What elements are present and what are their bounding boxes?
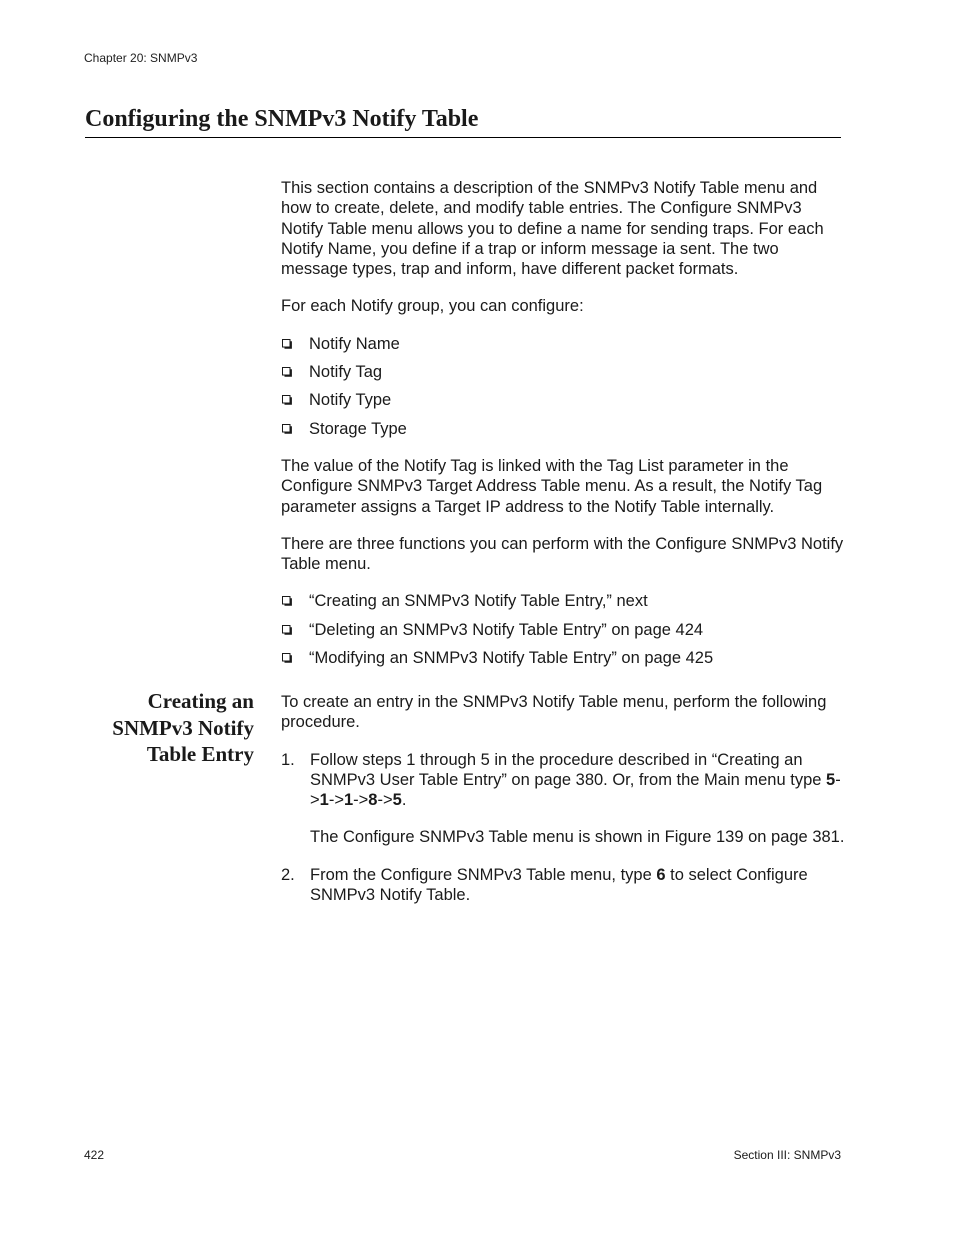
checkbox-square-icon [281, 394, 293, 406]
step-number: 2. [281, 865, 295, 884]
menu-separator: -> [328, 791, 344, 810]
checkbox-square-icon [281, 595, 293, 607]
cross-reference-link[interactable]: “Creating an SNMPv3 Notify Table Entry,” next [309, 592, 648, 611]
menu-separator: -> [353, 791, 369, 810]
procedure-content [281, 692, 846, 922]
step-text: From the Configure SNMPv3 Table menu, type [310, 865, 657, 884]
intro-paragraph-2: For each Notify group, you can configure: [281, 297, 584, 316]
list-item-label: Notify Type [309, 391, 392, 410]
intro-paragraph-4: There are three functions you can perform with the Configure SNMPv3 Notify Table menu. [281, 534, 844, 574]
step-text: to select Configure SNMPv3 Notify Table. [310, 865, 808, 905]
cross-reference-link[interactable]: “Modifying an SNMPv3 Notify Table Entry” on page 425 [309, 649, 714, 668]
list-item-label: Notify Tag [309, 363, 383, 382]
cross-reference-link[interactable]: “Deleting an SNMPv3 Notify Table Entry” on page 424 [309, 620, 704, 639]
checkbox-square-icon [281, 423, 293, 435]
list-item [281, 390, 846, 410]
list-item [281, 362, 846, 382]
procedure-step [281, 865, 846, 906]
list-item-label: Storage Type [309, 419, 407, 438]
section-heading-line: Creating an [147, 689, 254, 713]
page-number: 422 [84, 1148, 105, 1162]
step-note: The Configure SNMPv3 Table menu is shown in Figure 139 on page 381. [310, 828, 845, 847]
section-heading [90, 688, 254, 768]
list-item [281, 591, 846, 611]
list-item [281, 334, 846, 354]
menu-key: 8 [368, 791, 378, 810]
configurable-list [281, 334, 846, 439]
checkbox-square-icon [281, 624, 293, 636]
checkbox-square-icon [281, 366, 293, 378]
menu-key: 6 [656, 865, 666, 884]
section-heading-line: Table Entry [146, 742, 254, 766]
menu-key: 1 [343, 791, 354, 810]
intro-paragraph-1: This section contains a description of the SNMPv3 Notify Table menu and how to create, delete, and modify table entries. The Configure SNMPv3 Notify Table menu allows you to define a name for sending traps. For each Notify Name, you define if a trap or inform message ia sent. The two message types, trap and inform, have different packet formats. [281, 179, 824, 279]
list-item [281, 620, 846, 640]
sentence-end: . [401, 791, 407, 810]
menu-key: 5 [826, 770, 836, 789]
list-item [281, 648, 846, 668]
menu-key: 5 [392, 791, 402, 810]
step-number: 1. [281, 750, 295, 769]
step-text: Follow steps 1 through 5 in the procedure described in “Creating an SNMPv3 User Table Entry” on page 380. Or, from the Main menu type [310, 750, 827, 789]
functions-list [281, 591, 846, 668]
checkbox-square-icon [281, 652, 293, 664]
list-item-label: Notify Name [309, 334, 400, 353]
list-item [281, 419, 846, 439]
section-heading-line: SNMPv3 Notify [112, 715, 254, 740]
running-header: Chapter 20: SNMPv3 [84, 51, 198, 65]
running-footer-section: Section III: SNMPv3 [733, 1148, 841, 1162]
menu-separator: -> [310, 770, 841, 810]
checkbox-square-icon [281, 338, 293, 350]
intro-content [281, 178, 846, 685]
intro-paragraph-3: The value of the Notify Tag is linked with the Tag List parameter in the Configure SNMPv3 Target Address Table menu. As a result, the Notify Tag parameter assigns a Target IP address to the Notify Table internally. [281, 456, 823, 516]
procedure-intro: To create an entry in the SNMPv3 Notify Table menu, perform the following procedure. [281, 693, 827, 732]
procedure-step [281, 750, 846, 848]
menu-separator: -> [377, 791, 393, 810]
procedure-steps [281, 750, 846, 906]
menu-key: 1 [319, 791, 329, 810]
page-title: Configuring the SNMPv3 Notify Table [85, 106, 841, 138]
